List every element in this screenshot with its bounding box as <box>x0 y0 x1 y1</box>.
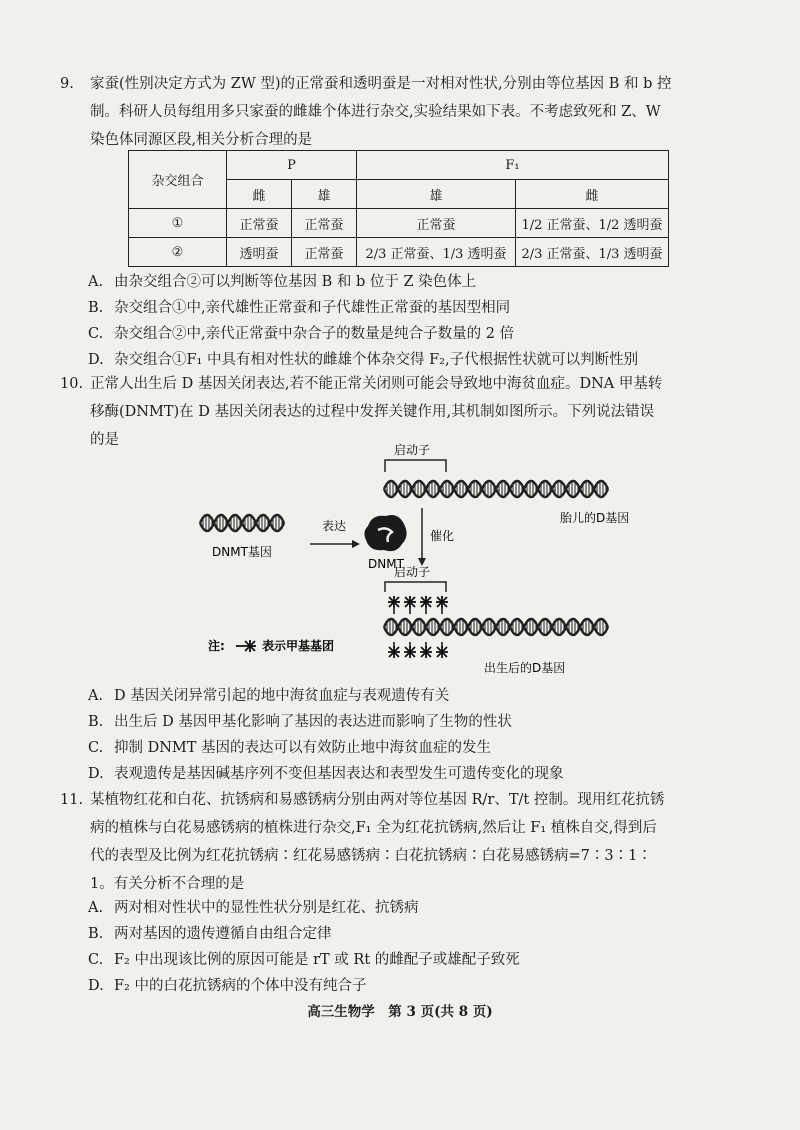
option-text: D 基因关闭异常引起的地中海贫血症与表观遗传有关 <box>114 688 450 704</box>
stem-line: 正常人出生后 D 基因关闭表达,若不能正常关闭则可能会导致地中海贫血症。DNA 甲基转 <box>90 376 663 392</box>
option-label: B. <box>88 300 104 316</box>
option-label: D. <box>88 766 104 782</box>
stem-line: 的是 <box>90 432 119 448</box>
methyl-groups-top <box>388 596 448 614</box>
option-text: 由杂交组合②可以判断等位基因 B 和 b 位于 Z 染色体上 <box>114 274 477 290</box>
question-number: 10. <box>60 376 84 392</box>
option-label: A. <box>88 274 104 290</box>
dnmt-mechanism-figure <box>0 440 800 680</box>
cell: 正常蚕 <box>227 209 292 238</box>
option-c[interactable] <box>88 736 491 757</box>
header-p-female: 雌 <box>227 180 292 209</box>
page-footer: 高三生物学 第 3 页(共 8 页) <box>307 1004 493 1020</box>
option-text: 杂交组合①F₁ 中具有相对性状的雌雄个体杂交得 F₂,子代根据性状就可以判断性别 <box>114 352 639 368</box>
postnatal-d-gene-helix <box>384 618 608 636</box>
stem-line: 某植物红花和白花、抗锈病和易感锈病分别由两对等位基因 R/r、T/t 控制。现用红花抗锈 <box>90 792 665 808</box>
option-text: 杂交组合②中,亲代正常蚕中杂合子的数量是纯合子数量的 2 倍 <box>114 326 515 342</box>
option-label: B. <box>88 714 104 730</box>
option-label: C. <box>88 952 104 968</box>
stem-line: 移酶(DNMT)在 D 基因关闭表达的过程中发挥关键作用,其机制如图所示。下列说法错误 <box>90 404 655 420</box>
fetal-d-gene-helix <box>384 480 608 498</box>
option-label: A. <box>88 900 104 916</box>
stem-line: 家蚕(性别决定方式为 ZW 型)的正常蚕和透明蚕是一对相对性状,分别由等位基因 B 和 b 控 <box>90 76 672 92</box>
option-label: B. <box>88 926 104 942</box>
note-label: 注: <box>208 639 225 653</box>
option-c[interactable] <box>88 322 514 343</box>
question-stem <box>62 786 742 898</box>
option-text: 表观遗传是基因碱基序列不变但基因表达和表型发生可遗传变化的现象 <box>114 766 564 782</box>
option-label: A. <box>88 688 104 704</box>
cell: 正常蚕 <box>292 238 357 267</box>
option-a[interactable] <box>88 896 419 917</box>
cross-result-table <box>128 150 669 267</box>
dnmt-gene-helix <box>200 514 284 532</box>
stem-line: 染色体同源区段,相关分析合理的是 <box>90 132 313 148</box>
promoter-label-bottom: 启动子 <box>394 565 431 579</box>
header-p-male: 雄 <box>292 180 357 209</box>
option-d[interactable] <box>88 762 564 783</box>
methyl-groups-bottom <box>388 642 448 658</box>
cell: 正常蚕 <box>357 209 516 238</box>
question-number: 11. <box>60 792 84 808</box>
postnatal-d-gene-label: 出生后的D基因 <box>484 661 566 675</box>
option-text: F₂ 中的白花抗锈病的个体中没有纯合子 <box>114 978 367 994</box>
option-a[interactable] <box>88 684 449 705</box>
option-b[interactable] <box>88 710 512 731</box>
cell: 2/3 正常蚕、1/3 透明蚕 <box>357 238 516 267</box>
header-f1-female: 雌 <box>516 180 669 209</box>
promoter-label-top: 启动子 <box>394 443 431 457</box>
stem-line: 制。科研人员每组用多只家蚕的雌雄个体进行杂交,实验结果如下表。不考虑致死和 Z、W <box>90 104 661 120</box>
header-group: 杂交组合 <box>129 151 227 209</box>
option-text: 出生后 D 基因甲基化影响了基因的表达进而影响了生物的性状 <box>114 714 512 730</box>
stem-line: 1。有关分析不合理的是 <box>90 876 245 892</box>
header-f1-male: 雄 <box>357 180 516 209</box>
stem-line: 病的植株与白花易感锈病的植株进行杂交,F₁ 全为红花抗锈病,然后让 F₁ 植株自交,得到后 <box>90 820 657 836</box>
option-text: 两对相对性状中的显性性状分别是红花、抗锈病 <box>114 900 419 916</box>
stem-line: 代的表型及比例为红花抗锈病∶红花易感锈病∶白花抗锈病∶白花易感锈病=7∶3∶1∶ <box>90 848 652 864</box>
cell: ② <box>129 238 227 267</box>
option-label: D. <box>88 352 104 368</box>
dnmt-label: DNMT <box>368 557 404 571</box>
promoter-bracket-top <box>385 460 446 472</box>
table-row <box>129 238 669 267</box>
header-p: P <box>227 151 357 180</box>
cell: ① <box>129 209 227 238</box>
table-row <box>129 209 669 238</box>
option-d[interactable] <box>88 348 638 369</box>
option-b[interactable] <box>88 296 510 317</box>
option-c[interactable] <box>88 948 520 969</box>
note-text: 表示甲基基团 <box>262 639 335 653</box>
question-9 <box>62 70 742 154</box>
option-text: F₂ 中出现该比例的原因可能是 rT 或 Rt 的雌配子或雄配子致死 <box>114 952 520 968</box>
option-label: C. <box>88 326 104 342</box>
question-stem <box>62 70 742 154</box>
question-number: 9. <box>60 76 74 92</box>
option-b[interactable] <box>88 922 332 943</box>
header-f1: F₁ <box>357 151 669 180</box>
cell: 2/3 正常蚕、1/3 透明蚕 <box>516 238 669 267</box>
cell: 1/2 正常蚕、1/2 透明蚕 <box>516 209 669 238</box>
dnmt-enzyme-icon <box>364 515 406 551</box>
fetal-d-gene-label: 胎儿的D基因 <box>560 511 630 525</box>
catalyze-label: 催化 <box>430 529 455 543</box>
express-label: 表达 <box>322 519 347 533</box>
dnmt-gene-label: DNMT基因 <box>212 545 272 559</box>
option-d[interactable] <box>88 974 366 995</box>
cell: 正常蚕 <box>292 209 357 238</box>
option-a[interactable] <box>88 270 476 291</box>
methyl-legend-icon <box>236 640 256 652</box>
option-label: D. <box>88 978 104 994</box>
question-11 <box>62 786 742 898</box>
option-label: C. <box>88 740 104 756</box>
option-text: 抑制 DNMT 基因的表达可以有效防止地中海贫血症的发生 <box>114 740 492 756</box>
cell: 透明蚕 <box>227 238 292 267</box>
option-text: 杂交组合①中,亲代雄性正常蚕和子代雄性正常蚕的基因型相同 <box>114 300 511 316</box>
express-arrowhead <box>352 540 360 548</box>
promoter-bracket-bottom <box>385 582 446 592</box>
option-text: 两对基因的遗传遵循自由组合定律 <box>114 926 332 942</box>
